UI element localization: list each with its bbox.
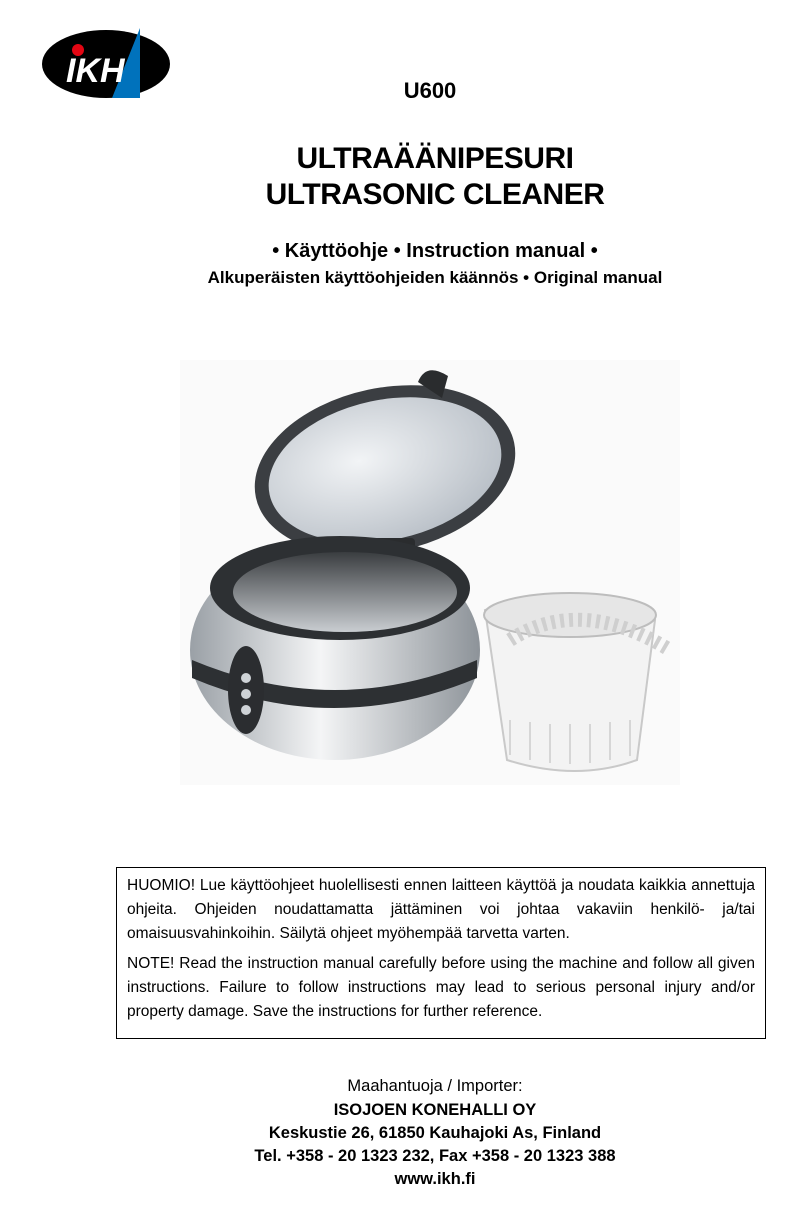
safety-notice bbox=[116, 867, 766, 1039]
model-number: U600 bbox=[403, 78, 457, 103]
importer-website[interactable]: www.ikh.fi bbox=[394, 1170, 476, 1188]
product-image bbox=[180, 360, 680, 785]
importer-address: Keskustie 26, 61850 Kauhajoki As, Finland bbox=[268, 1124, 602, 1142]
notice-english: NOTE! Read the instruction manual carefully before using the machine and follow all given instructions. Failure to follow instructions may lead to serious personal injury and/or property damage. Save the instructions for further reference. bbox=[127, 955, 755, 1020]
title-finnish: ULTRAÄÄNIPESURI bbox=[296, 142, 574, 175]
ikh-logo bbox=[40, 20, 174, 102]
importer-phone: Tel. +358 - 20 1323 232, Fax +358 - 20 1323 388 bbox=[254, 1147, 616, 1165]
original-manual-subtitle: Alkuperäisten käyttöohjeiden käännös • Original manual bbox=[207, 268, 663, 287]
svg-text:IKH: IKH bbox=[66, 52, 125, 90]
title-english: ULTRASONIC CLEANER bbox=[265, 178, 605, 211]
notice-finnish: HUOMIO! Lue käyttöohjeet huolellisesti ennen laitteen käyttöä ja noudata kaikkia annettuja ohjeita. Ohjeiden noudattamatta jättäminen voi johtaa vakaviin henkilö- ja/tai omaisuusvahinkoihin. Säilytä ohjeet myöhempää tarvetta varten. bbox=[127, 877, 755, 942]
importer-company: ISOJOEN KONEHALLI OY bbox=[333, 1101, 537, 1119]
importer-label: Maahantuoja / Importer: bbox=[347, 1077, 523, 1095]
manual-subtitle: • Käyttöohje • Instruction manual • bbox=[272, 240, 598, 262]
